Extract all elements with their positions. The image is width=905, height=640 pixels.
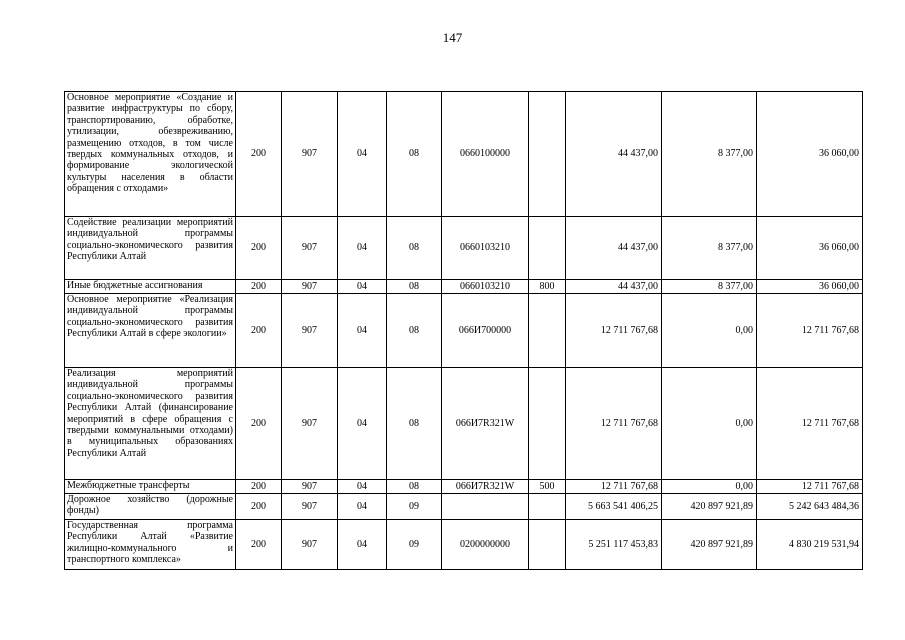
row-total: 12 711 767,68	[566, 368, 662, 480]
row-total: 5 663 541 406,25	[566, 494, 662, 520]
row-ministry-code: 907	[282, 217, 338, 280]
row-admin-code: 200	[236, 92, 282, 217]
row-name: Иные бюджетные ассигнования	[65, 280, 236, 294]
row-part1: 8 377,00	[662, 280, 757, 294]
table-row	[65, 494, 863, 520]
row-expense-type	[529, 494, 566, 520]
row-name: Содействие реализации мероприятий индивидуальной программы социально-экономического развития Республики Алтай	[65, 217, 236, 280]
row-part1: 8 377,00	[662, 92, 757, 217]
row-part2: 12 711 767,68	[757, 294, 863, 368]
row-subsection-code: 08	[387, 217, 442, 280]
row-section-code: 04	[338, 494, 387, 520]
row-section-code: 04	[338, 520, 387, 570]
row-ministry-code: 907	[282, 494, 338, 520]
row-total: 44 437,00	[566, 280, 662, 294]
row-target-code: 0660103210	[442, 217, 529, 280]
row-section-code: 04	[338, 480, 387, 494]
row-expense-type	[529, 92, 566, 217]
row-subsection-code: 08	[387, 368, 442, 480]
row-part1: 0,00	[662, 294, 757, 368]
row-total: 12 711 767,68	[566, 480, 662, 494]
row-admin-code: 200	[236, 494, 282, 520]
budget-table	[64, 91, 863, 570]
row-part2: 12 711 767,68	[757, 368, 863, 480]
row-total: 5 251 117 453,83	[566, 520, 662, 570]
row-expense-type	[529, 217, 566, 280]
row-name: Межбюджетные трансферты	[65, 480, 236, 494]
row-section-code: 04	[338, 280, 387, 294]
row-subsection-code: 08	[387, 294, 442, 368]
row-admin-code: 200	[236, 280, 282, 294]
row-subsection-code: 08	[387, 92, 442, 217]
row-admin-code: 200	[236, 217, 282, 280]
row-ministry-code: 907	[282, 480, 338, 494]
row-part2: 36 060,00	[757, 92, 863, 217]
row-expense-type	[529, 368, 566, 480]
row-name: Основное мероприятие «Реализация индивидуальной программы социально-экономического развития Республики Алтай в сфере экологии»	[65, 294, 236, 368]
table-row	[65, 217, 863, 280]
row-part1: 8 377,00	[662, 217, 757, 280]
row-section-code: 04	[338, 217, 387, 280]
row-part2: 5 242 643 484,36	[757, 494, 863, 520]
row-admin-code: 200	[236, 368, 282, 480]
row-subsection-code: 08	[387, 480, 442, 494]
table-row	[65, 368, 863, 480]
row-part2: 12 711 767,68	[757, 480, 863, 494]
row-section-code: 04	[338, 92, 387, 217]
row-name: Государственная программа Республики Алтай «Развитие жилищно-коммунального и транспортного комплекса»	[65, 520, 236, 570]
row-target-code: 0200000000	[442, 520, 529, 570]
table-row	[65, 280, 863, 294]
row-part1: 0,00	[662, 368, 757, 480]
row-expense-type: 500	[529, 480, 566, 494]
page-number: 147	[442, 30, 463, 45]
row-part1: 0,00	[662, 480, 757, 494]
row-subsection-code: 09	[387, 494, 442, 520]
row-total: 44 437,00	[566, 217, 662, 280]
row-section-code: 04	[338, 368, 387, 480]
row-ministry-code: 907	[282, 520, 338, 570]
table-row	[65, 480, 863, 494]
row-total: 12 711 767,68	[566, 294, 662, 368]
table-row	[65, 92, 863, 217]
row-name: Основное мероприятие «Создание и развитие инфраструктуры по сбору, транспортированию, обработке, утилизации, обезвреживанию, размещению отходов, в том числе твердых коммунальных отходов, и формирование экологической культуры населения в области обращения с отходами»	[65, 92, 236, 217]
row-section-code: 04	[338, 294, 387, 368]
row-part1: 420 897 921,89	[662, 520, 757, 570]
row-target-code: 066И700000	[442, 294, 529, 368]
row-part2: 36 060,00	[757, 217, 863, 280]
row-ministry-code: 907	[282, 368, 338, 480]
row-total: 44 437,00	[566, 92, 662, 217]
row-part2: 36 060,00	[757, 280, 863, 294]
row-expense-type: 800	[529, 280, 566, 294]
row-target-code: 0660100000	[442, 92, 529, 217]
row-target-code	[442, 494, 529, 520]
row-target-code: 066И7R321W	[442, 368, 529, 480]
row-ministry-code: 907	[282, 294, 338, 368]
row-expense-type	[529, 294, 566, 368]
row-admin-code: 200	[236, 480, 282, 494]
table-row	[65, 294, 863, 368]
row-subsection-code: 09	[387, 520, 442, 570]
row-admin-code: 200	[236, 294, 282, 368]
row-ministry-code: 907	[282, 280, 338, 294]
row-name: Реализация мероприятий индивидуальной программы социально-экономического развития Республики Алтай (финансирование мероприятий в сфере обращения с твердыми коммунальными отходами) в муниципальных образованиях Республики Алтай	[65, 368, 236, 480]
row-target-code: 066И7R321W	[442, 480, 529, 494]
row-part1: 420 897 921,89	[662, 494, 757, 520]
row-admin-code: 200	[236, 520, 282, 570]
table-row	[65, 520, 863, 570]
row-ministry-code: 907	[282, 92, 338, 217]
row-expense-type	[529, 520, 566, 570]
row-part2: 4 830 219 531,94	[757, 520, 863, 570]
row-name: Дорожное хозяйство (дорожные фонды)	[65, 494, 236, 520]
row-subsection-code: 08	[387, 280, 442, 294]
row-target-code: 0660103210	[442, 280, 529, 294]
